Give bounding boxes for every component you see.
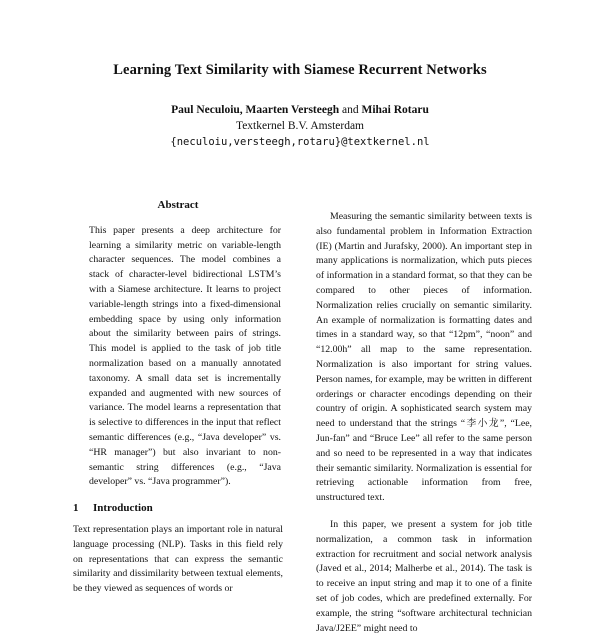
- section-number: 1: [73, 502, 79, 515]
- author-conjunction: and: [342, 104, 359, 116]
- abstract-heading: Abstract: [157, 199, 199, 211]
- introduction-paragraph: Text representation plays an important role in natural language processing (NLP). Tasks in this field rely on representations that can express the semantic similarity and dissimilarity between textual elements, be they viewed as sequences of words or: [73, 523, 283, 595]
- author-names-primary: Paul Neculoiu, Maarten Versteegh: [171, 104, 340, 116]
- author-name-secondary: Mihai Rotaru: [361, 104, 429, 116]
- job-title-paragraph: In this paper, we present a system for job title normalization, a common task in information extraction for recruitment and social network analysis (Javed et al., 2014; Malherbe et al., 2014). The task is to receive an input string and map it to one of a finite set of job codes, which are predefined externally. For example, the string “software architectural technician Java/J2EE” might need to: [316, 518, 532, 634]
- right-column: [316, 210, 532, 636]
- paper-title: Learning Text Similarity with Siamese Recurrent Networks: [113, 62, 487, 78]
- normalization-paragraph: Measuring the semantic similarity between texts is also fundamental problem in Information Extraction (IE) (Martin and Jurafsky, 2000). An important step in many applications is normalization, which puts pieces of information in a standard format, so that they can be compared to other pieces of information. Normalization relies crucially on semantic similarity. An example of normalization is formatting dates and times in a standard way, so that “12pm”, “noon” and “12.00h” all map to the same representation. Normalization is also important for string values. Person names, for example, may be written in different orderings or character encodings depending on their country of origin. A sophisticated search system may need to understand that the strings “李小龙”, “Lee, Jun-fan” and “Bruce Lee” all refer to the same person and so need to be represented in a way that indicates their semantic similarity. Normalization is essential for retrieving actionable information from free, unstructured text.: [316, 211, 532, 504]
- author-email: {neculoiu,versteegh,rotaru}@textkernel.nl: [170, 136, 430, 148]
- abstract-body: [73, 224, 283, 490]
- affiliation: Textkernel B.V. Amsterdam: [235, 120, 365, 132]
- left-column: [73, 198, 283, 597]
- author-names: [0, 102, 600, 118]
- section-heading-introduction: [73, 501, 283, 516]
- author-block: [0, 102, 600, 150]
- section-title: Introduction: [93, 502, 153, 515]
- abstract-text: This paper presents a deep architecture for learning a similarity metric on variable-length character sequences. The model combines a stack of character-level bidirectional LSTM’s with a Siamese architecture. It learns to project variable-length strings into a fixed-dimensional embedding space by using only information about the similarity between pairs of strings. This model is applied to the task of job title normalization based on a manually annotated taxonomy. A small data set is incrementally expanded and augmented with new sources of variance. The model learns a representation that is selective to differences in the input that reflect semantic differences (e.g., “Java developer” vs. “HR manager”) but also invariant to non-semantic string differences (e.g., “Java developer” vs. “Java programmer”).: [89, 224, 281, 488]
